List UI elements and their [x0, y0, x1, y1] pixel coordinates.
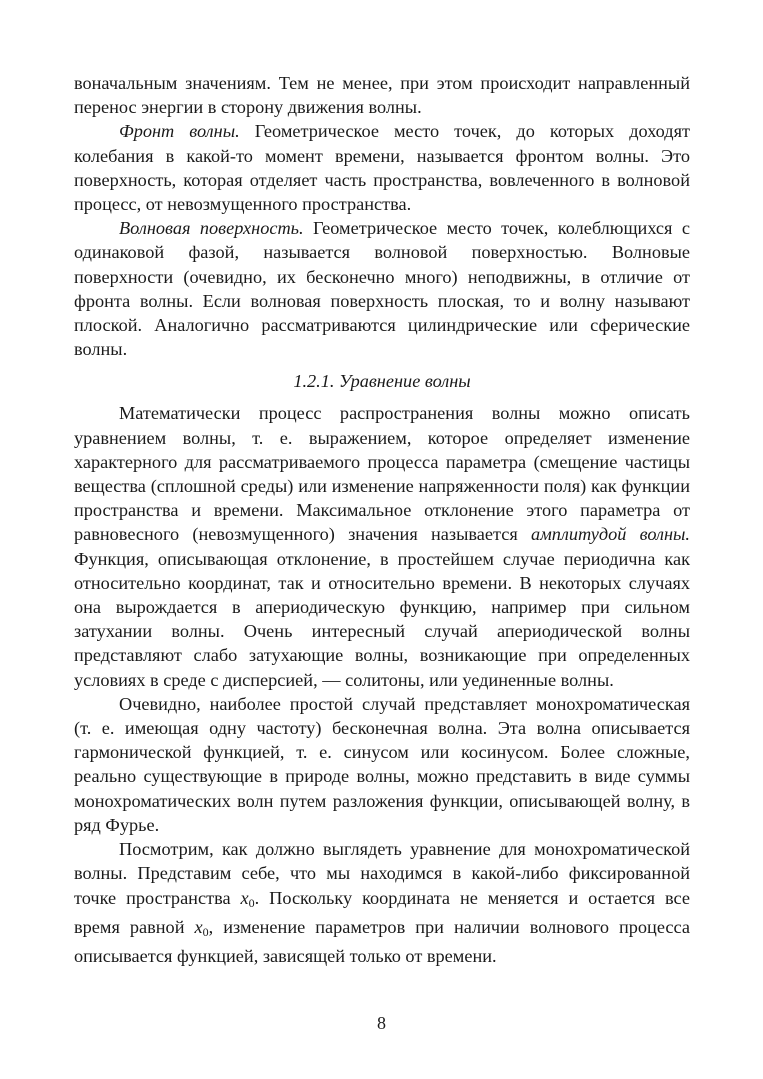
paragraph-monochromatic: Очевидно, наиболее простой случай представляет монохроматическая (т. е. имеющая одну частоту) бесконечная волна. Эта волна описывается гармонической функцией, т. е. синусом или косинусом. Более сложные, реально существующие в природе волны, можно представить в виде суммы монохроматических волн путем разложения функции, описывающей волну, в ряд Фурье. — [74, 693, 690, 835]
page-body — [74, 71, 690, 968]
section-heading: 1.2.1. Уравнение волны — [293, 371, 471, 392]
subscript-zero: 0 — [202, 924, 209, 939]
page-number: 8 — [377, 1013, 386, 1033]
subscript-zero: 0 — [248, 895, 255, 910]
paragraph-continuation: воначальным значениям. Тем не менее, при этом происходит направленный перенос энергии в сторону движения волны. — [74, 73, 690, 118]
wave-equation-text-a: Математически процесс распространения волны можно описать уравнением волны, т. е. выражением, которое определяет изменение характерного для рассматриваемого процесса параметра (смещение частицы вещества (сплошной среды) или изменение напряженности поля) как функции пространства и времени. Максимальное отклонение этого параметра от равновесного (невозмущенного) значения называется — [74, 403, 690, 545]
paragraph-wave-surface — [74, 216, 690, 361]
term-wave-front: Фронт волны. — [119, 121, 240, 142]
term-wave-surface: Волновая поверхность. — [119, 218, 304, 239]
paragraph-wave-equation — [74, 401, 690, 691]
wave-equation-text-b: Функция, описывающая отклонение, в простейшем случае периодична как относительно координат, так и относительно времени. В некоторых случаях она вырождается в апериодическую функцию, например при сильном затухании волны. Очень интересный случай апериодической волны представляют слабо затухающие волны, возникающие при определенных условиях в среде с дисперсией, — солитоны, или уединенные волны. — [74, 548, 690, 690]
wave-front-definition: Геометрическое место точек, до которых доходят колебания в какой-то момент времени, называется фронтом волны. Это поверхность, которая отделяет часть пространства, вовлеченного в волновой процесс, от невозмущенного пространства. — [74, 121, 690, 215]
fixed-point-text-b: . Поскольку координата не меняется и остается все время равной — [74, 887, 690, 937]
fixed-point-text-c: , изменение параметров при наличии волнового процесса описывается функцией, зависящей только от времени. — [74, 916, 690, 966]
paragraph-fixed-point — [74, 837, 690, 968]
variable-x: x — [194, 916, 203, 937]
fixed-point-text-a: Посмотрим, как должно выглядеть уравнение для монохроматической волны. Представим себе, что мы находимся в какой-либо фиксированной точке пространства — [74, 839, 690, 908]
variable-x: x — [240, 887, 249, 908]
term-amplitude: амплитудой волны. — [530, 524, 690, 545]
wave-surface-definition: Геометрическое место точек, колеблющихся с одинаковой фазой, называется волновой поверхностью. Волновые поверхности (очевидно, их бесконечно много) неподвижны, в отличие от фронта волны. Если волновая поверхность плоская, то и волну называют плоской. Аналогично рассматриваются цилиндрические или сферические волны. — [74, 218, 690, 360]
paragraph-wave-front — [74, 119, 690, 216]
